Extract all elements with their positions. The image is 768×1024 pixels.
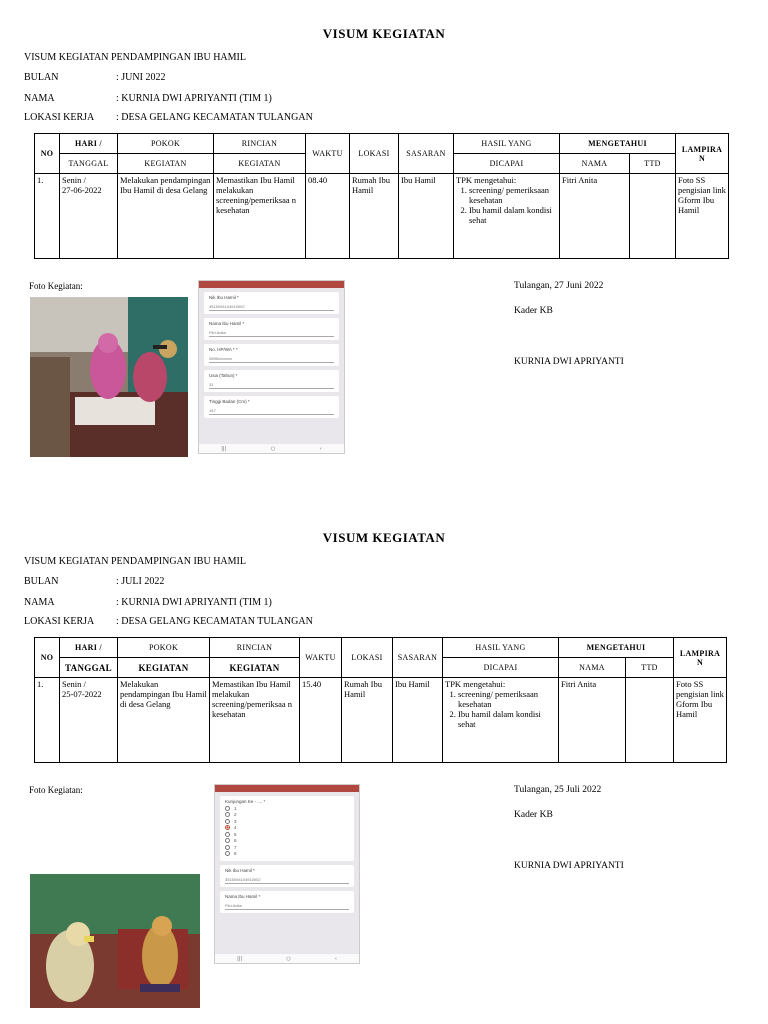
- cell-sasaran: Ibu Hamil: [393, 678, 443, 763]
- cell-lampiran: Foto SS pengisian link Gform Ibu Hamil: [676, 174, 729, 259]
- form-answer: 157: [209, 408, 334, 415]
- cell-tanggal: 25-07-2022: [62, 689, 102, 699]
- form-answer: Fitri Anita: [225, 903, 349, 910]
- lokasi-label: LOKASI KERJA: [24, 616, 95, 627]
- form-question: Nama Ibu Hamil *: [225, 893, 261, 899]
- visum-page-2: [0, 504, 768, 1008]
- cell-no: 1.: [35, 678, 60, 763]
- radio-button-icon: [225, 819, 230, 824]
- activity-table: [34, 133, 729, 259]
- form-answer: 3515094104910002: [209, 304, 334, 311]
- cell-waktu: 15.40: [300, 678, 342, 763]
- cell-ttd: [626, 678, 674, 763]
- header-no: NO: [35, 134, 60, 174]
- form-answer: Fitri Anita: [209, 330, 334, 337]
- sign-place-date: Tulangan, 25 Juli 2022: [514, 785, 602, 795]
- header-waktu: WAKTU: [300, 638, 342, 678]
- activity-photo-image: [30, 874, 200, 1008]
- form-field: [204, 292, 339, 314]
- header-dicapai: DICAPAI: [454, 154, 560, 174]
- lokasi-line: [24, 112, 313, 123]
- form-answer: 31: [209, 382, 334, 389]
- nama-label: NAMA: [24, 93, 55, 104]
- radio-option[interactable]: [225, 838, 349, 843]
- radio-button-icon: [225, 851, 230, 856]
- cell-hari: Senin /: [62, 175, 86, 185]
- header-sasaran: SASARAN: [399, 134, 454, 174]
- hasil-item-1: 1. screening/ pemeriksaan kesehatan: [458, 689, 556, 709]
- nama-line: [24, 597, 272, 608]
- header-lokasi: LOKASI: [350, 134, 399, 174]
- header-nama: NAMA: [559, 658, 626, 678]
- radio-option[interactable]: [225, 812, 349, 817]
- hasil-item-2: 2. Ibu hamil dalam kondisi sehat: [458, 709, 556, 729]
- radio-button-icon: [225, 838, 230, 843]
- cell-lampiran: Foto SS pengisian link Gform Ibu Hamil: [674, 678, 727, 763]
- header-pokok: POKOK: [118, 638, 210, 658]
- form-field: [220, 865, 354, 887]
- table-row: [35, 174, 729, 259]
- cell-nama: Fitri Anita: [559, 678, 626, 763]
- cell-tanggal: 27-06-2022: [62, 185, 102, 195]
- cell-ttd: [630, 174, 676, 259]
- foto-label: Foto Kegiatan:: [29, 785, 83, 795]
- home-icon: ○: [270, 445, 276, 452]
- form-question: Usia (Tahun) *: [209, 373, 238, 378]
- form-question: Nik Ibu Hamil *: [225, 867, 255, 873]
- sign-role: Kader KB: [514, 306, 553, 316]
- cell-hasil: [443, 678, 559, 763]
- radio-selected-icon: [225, 825, 230, 830]
- cell-hari: Senin /: [62, 679, 86, 689]
- header-kegiatan-pokok: KEGIATAN: [118, 658, 210, 678]
- cell-rincian: Memastikan Ibu Hamil melakukan screening/pemeriksaa n kesehatan: [210, 678, 300, 763]
- header-sasaran: SASARAN: [393, 638, 443, 678]
- subtitle: VISUM KEGIATAN PENDAMPINGAN IBU HAMIL: [24, 52, 246, 63]
- radio-option[interactable]: [225, 819, 349, 824]
- radio-label: 6: [234, 838, 237, 843]
- sign-name: KURNIA DWI APRIYANTI: [514, 861, 624, 871]
- subtitle: VISUM KEGIATAN PENDAMPINGAN IBU HAMIL: [24, 556, 246, 567]
- cell-hari-tanggal: [60, 174, 118, 259]
- header-mengetahui: MENGETAHUI: [559, 638, 674, 658]
- radio-option[interactable]: [225, 851, 349, 856]
- radio-button-icon: [225, 845, 230, 850]
- header-lokasi: LOKASI: [342, 638, 393, 678]
- gform-screenshot: [198, 280, 345, 454]
- status-bar: [215, 785, 359, 792]
- header-waktu: WAKTU: [306, 134, 350, 174]
- hasil-intro: TPK mengetahui:: [445, 679, 506, 689]
- android-nav-bar: [215, 954, 359, 963]
- form-answer: 0895xxxxxxx: [209, 356, 334, 363]
- radio-label: 3: [234, 818, 237, 824]
- status-bar: [199, 281, 344, 288]
- form-question: No. HP/WA * *: [209, 347, 238, 352]
- nama-label: NAMA: [24, 597, 55, 608]
- header-pokok: POKOK: [118, 134, 214, 154]
- recents-icon: |||: [237, 955, 243, 962]
- bulan-value: : JULI 2022: [116, 576, 165, 587]
- table-row: [35, 678, 727, 763]
- recents-icon: |||: [221, 445, 227, 452]
- back-icon: ‹: [334, 955, 337, 962]
- hasil-item-2: 2. Ibu hamil dalam kondisi sehat: [469, 205, 557, 225]
- lokasi-label: LOKASI KERJA: [24, 112, 95, 123]
- header-tanggal: TANGGAL: [60, 154, 118, 174]
- header-dicapai: DICAPAI: [443, 658, 559, 678]
- header-rincian: RINCIAN: [214, 134, 306, 154]
- hasil-item-1: 1. screening/ pemeriksaan kesehatan: [469, 185, 557, 205]
- radio-label: 2: [234, 812, 237, 817]
- form-question: Tinggi Badan (Cm) *: [209, 399, 250, 404]
- cell-lokasi: Rumah Ibu Hamil: [350, 174, 399, 259]
- header-rincian: RINCIAN: [210, 638, 300, 658]
- cell-hasil: [454, 174, 560, 259]
- header-no: NO: [35, 638, 60, 678]
- header-hasil: HASIL YANG: [443, 638, 559, 658]
- visum-page-1: [0, 0, 768, 504]
- form-question: Nik Ibu Hamil *: [209, 295, 239, 300]
- form-radio-question: [220, 796, 354, 861]
- bulan-line: [24, 72, 165, 83]
- nama-line: [24, 93, 272, 104]
- radio-option[interactable]: [225, 845, 349, 850]
- sign-place-date: Tulangan, 27 Juni 2022: [514, 281, 604, 291]
- header-hari: HARI /: [60, 638, 118, 658]
- bulan-label: BULAN: [24, 72, 59, 83]
- radio-label: 5: [234, 831, 237, 837]
- form-answer: 3515094104910002: [225, 877, 349, 884]
- lokasi-value: : DESA GELANG KECAMATAN TULANGAN: [116, 616, 313, 627]
- form-field: [204, 396, 339, 418]
- hasil-intro: TPK mengetahui:: [456, 175, 517, 185]
- header-tanggal: TANGGAL: [60, 658, 118, 678]
- header-hari: HARI /: [60, 134, 118, 154]
- header-nama: NAMA: [560, 154, 630, 174]
- activity-photo: [30, 874, 200, 1008]
- android-nav-bar: [199, 444, 344, 453]
- page-title: VISUM KEGIATAN: [322, 26, 446, 41]
- cell-pokok: Melakukan pendampingan Ibu Hamil di desa Gelang: [118, 678, 210, 763]
- header-lampiran: LAMPIRA N: [676, 134, 729, 174]
- radio-option-selected[interactable]: [225, 825, 349, 830]
- radio-label: 1: [234, 805, 237, 811]
- form-field: [204, 344, 339, 366]
- nama-value: : KURNIA DWI APRIYANTI (TIM 1): [116, 597, 272, 608]
- radio-button-icon: [225, 806, 230, 811]
- lokasi-value: : DESA GELANG KECAMATAN TULANGAN: [116, 112, 313, 123]
- header-kegiatan-rincian: KEGIATAN: [214, 154, 306, 174]
- radio-label: 7: [234, 844, 237, 850]
- header-mengetahui: MENGETAHUI: [560, 134, 676, 154]
- back-icon: ‹: [319, 445, 322, 452]
- cell-pokok: Melakukan pendampingan Ibu Hamil di desa Gelang: [118, 174, 214, 259]
- sign-role: Kader KB: [514, 810, 553, 820]
- activity-photo: [30, 297, 188, 457]
- bulan-line: [24, 576, 164, 587]
- form-field: [220, 891, 354, 913]
- form-question: Nama Ibu Hamil *: [209, 321, 245, 326]
- radio-label: 4: [234, 825, 237, 830]
- header-kegiatan-rincian: KEGIATAN: [210, 658, 300, 678]
- nama-value: : KURNIA DWI APRIYANTI (TIM 1): [116, 93, 272, 104]
- page-title: VISUM KEGIATAN: [322, 530, 446, 545]
- radio-button-icon: [225, 812, 230, 817]
- header-kegiatan-pokok: KEGIATAN: [118, 154, 214, 174]
- home-icon: ○: [286, 955, 291, 962]
- bulan-value: : JUNI 2022: [116, 72, 166, 83]
- form-field: [204, 318, 339, 340]
- radio-option[interactable]: [225, 806, 349, 811]
- header-ttd: TTD: [626, 658, 674, 678]
- header-lampiran: LAMPIRA N: [674, 638, 727, 678]
- sign-name: KURNIA DWI APRIYANTI: [514, 357, 624, 367]
- form-question: Kunjungan Ke - .... *: [225, 799, 266, 804]
- foto-label: Foto Kegiatan:: [29, 281, 83, 291]
- radio-option[interactable]: [225, 832, 349, 837]
- cell-no: 1.: [35, 174, 60, 259]
- header-ttd: TTD: [630, 154, 676, 174]
- cell-lokasi: Rumah Ibu Hamil: [342, 678, 393, 763]
- cell-sasaran: Ibu Hamil: [399, 174, 454, 259]
- activity-photo-image: [30, 297, 188, 457]
- header-hasil: HASIL YANG: [454, 134, 560, 154]
- gform-screenshot: [214, 784, 360, 964]
- cell-waktu: 08.40: [306, 174, 350, 259]
- lokasi-line: [24, 616, 313, 627]
- form-field: [204, 370, 339, 392]
- cell-nama: Fitri Anita: [560, 174, 630, 259]
- cell-rincian: Memastikan Ibu Hamil melakukan screening/pemeriksaa n kesehatan: [214, 174, 306, 259]
- cell-hari-tanggal: [60, 678, 118, 763]
- activity-table: [34, 637, 727, 763]
- radio-button-icon: [225, 832, 230, 837]
- radio-label: 8: [234, 851, 237, 856]
- bulan-label: BULAN: [24, 576, 59, 587]
